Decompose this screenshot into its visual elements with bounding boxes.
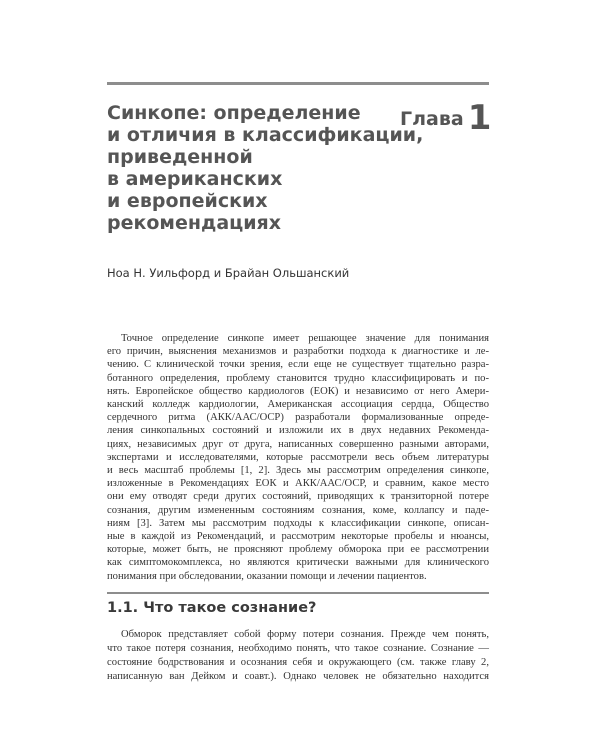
- intro-line: которые, может быть, не проясняют проблему обморока при ее рассмотрении: [107, 544, 489, 556]
- intro-line: понимания при обследовании, оказании помощи и лечении пациентов.: [107, 570, 427, 582]
- section-line: что такое потеря сознания, необходимо понять, что такое сознание. Сознание —: [107, 643, 489, 654]
- section-rule: [107, 592, 489, 594]
- intro-line: как симптомокомплекса, но являются критически важными для клинического: [107, 557, 489, 569]
- section-line: написанную ван Дейком и соавт.). Однако человек не обязательно находится: [107, 671, 489, 682]
- intro-line: ботанного определения, проблему становится трудно классифицировать и по-: [107, 372, 489, 384]
- chapter-number: 1: [467, 98, 492, 138]
- intro-line: его причин, выяснения механизмов и разработки подхода к диагностике и ле-: [107, 346, 489, 358]
- section-body: [107, 628, 489, 684]
- intro-line: экспертами и исследователями, которые рассмотрели весь объем литературы: [107, 451, 489, 463]
- section-heading: 1.1. Что такое сознание?: [107, 600, 317, 616]
- chapter-label: [400, 98, 491, 138]
- intro-line: ниям [3]. Затем мы рассмотрим подходы к классификации синкопе, описан-: [107, 517, 489, 529]
- intro-line: сознания, другим измененным состояниям сознания, коме, коллапсу и паде-: [107, 504, 489, 516]
- chapter-title-line: и отличия в классификации,: [107, 124, 424, 146]
- authors: Ноа Н. Уильфорд и Брайан Ольшанский: [107, 266, 350, 280]
- chapter-title-line: и европейских: [107, 190, 268, 212]
- intro-line: Точное определение синкопе имеет решающее значение для понимания: [121, 333, 489, 344]
- section-line: состояние бодрствования и осознания себя и окружающего (см. также главу 2,: [107, 657, 489, 668]
- intro-line: ные в каждой из Рекомендаций, и рассмотрим некоторые пробелы и нюансы,: [107, 531, 489, 543]
- intro-line: ления синкопальных состояний и изложили их в двух недавних Рекоменда-: [107, 425, 489, 437]
- intro-line: канский колледж кардиологии, Американская ассоциация сердца, Общество: [107, 399, 489, 411]
- chapter-title-line: Синкопе: определение: [107, 102, 361, 124]
- intro-line: циях, независимых друг от друга, написанных совершенно разными авторами,: [107, 438, 489, 450]
- chapter-title: [107, 102, 424, 234]
- chapter-title-line: в американских: [107, 168, 283, 190]
- intro-line: нять. Европейское общество кардиологов (ЕОК) и независимо от него Амери-: [107, 385, 489, 397]
- intro-line: изложенные в Рекомендациях ЕОК и АКК/ААС/ОСР, и сравним, какое место: [107, 478, 489, 490]
- intro-line: чению. С клинической точки зрения, если еще не существует тщательно разра-: [107, 359, 489, 371]
- chapter-title-line: приведенной: [107, 146, 253, 168]
- intro-line: они ему отводят среди других состояний, приводящих к транзиторной потере: [107, 491, 489, 503]
- intro-line: сердечного ритма (АКК/ААС/ОСР) разработали формализованные опреде-: [107, 412, 489, 424]
- intro-line: и весь масштаб проблемы [1, 2]. Здесь мы рассмотрим определения синкопе,: [107, 465, 489, 477]
- chapter-label-word: Глава: [400, 108, 464, 130]
- chapter-top-rule: [107, 82, 489, 85]
- intro-paragraph: [107, 332, 489, 583]
- chapter-title-line: рекомендациях: [107, 212, 281, 234]
- section-line: Обморок представляет собой форму потери сознания. Прежде чем понять,: [121, 629, 489, 640]
